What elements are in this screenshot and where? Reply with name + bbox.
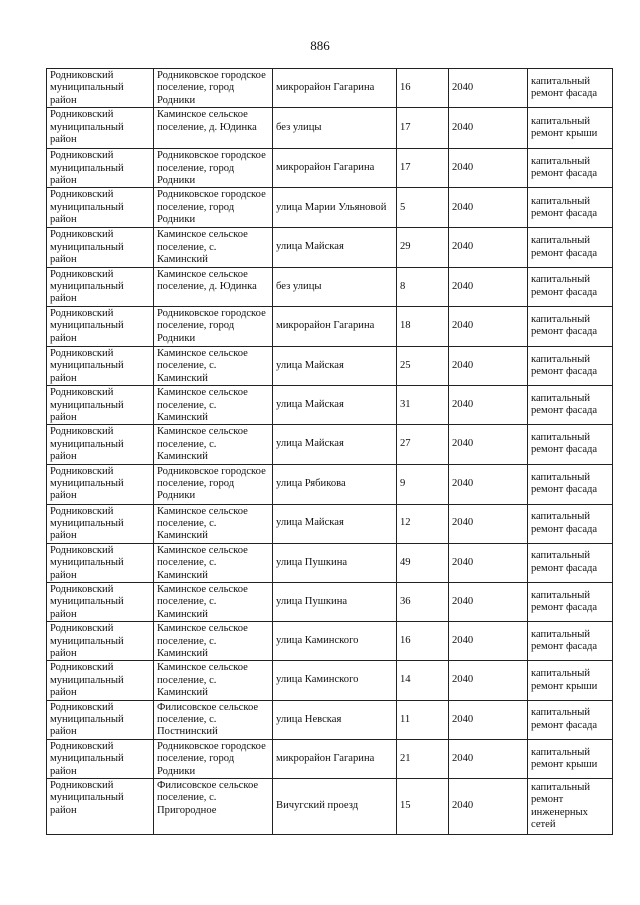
table-row (47, 267, 613, 306)
work-type-cell: капитальный ремонт фасада (528, 425, 613, 464)
house-number-cell: 18 (397, 306, 449, 346)
table-body (47, 69, 613, 835)
house-number-cell: 16 (397, 69, 449, 108)
table-row (47, 543, 613, 582)
year-cell: 2040 (449, 108, 528, 149)
settlement-cell: Родниковское городское поселение, город Родники (154, 69, 273, 108)
house-number-cell: 12 (397, 504, 449, 543)
settlement-cell: Филисовское сельское поселение, с. Постнинский (154, 700, 273, 739)
settlement-cell: Каминское сельское поселение, с. Каминский (154, 386, 273, 425)
district-cell: Родниковский муниципальный район (47, 504, 154, 543)
table-row (47, 739, 613, 778)
street-cell: улица Марии Ульяновой (273, 188, 397, 228)
street-cell: улица Пушкина (273, 543, 397, 582)
settlement-cell: Каминское сельское поселение, с. Каминский (154, 582, 273, 621)
settlement-cell: Филисовское сельское поселение, с. Пригородное (154, 779, 273, 835)
district-cell: Родниковский муниципальный район (47, 228, 154, 267)
street-cell: улица Майская (273, 228, 397, 267)
table-row (47, 306, 613, 346)
table-row (47, 661, 613, 700)
year-cell: 2040 (449, 543, 528, 582)
work-type-cell: капитальный ремонт фасада (528, 346, 613, 385)
district-cell: Родниковский муниципальный район (47, 661, 154, 700)
settlement-cell: Каминское сельское поселение, с. Каминский (154, 228, 273, 267)
street-cell: без улицы (273, 108, 397, 149)
work-type-cell: капитальный ремонт фасада (528, 188, 613, 228)
work-type-cell: капитальный ремонт крыши (528, 108, 613, 149)
settlement-cell: Родниковское городское поселение, город Родники (154, 188, 273, 228)
district-cell: Родниковский муниципальный район (47, 108, 154, 149)
street-cell: микрорайон Гагарина (273, 149, 397, 188)
district-cell: Родниковский муниципальный район (47, 386, 154, 425)
street-cell: Вичугский проезд (273, 779, 397, 835)
house-number-cell: 5 (397, 188, 449, 228)
year-cell: 2040 (449, 386, 528, 425)
settlement-cell: Каминское сельское поселение, с. Каминский (154, 346, 273, 385)
work-type-cell: капитальный ремонт фасада (528, 267, 613, 306)
district-cell: Родниковский муниципальный район (47, 306, 154, 346)
settlement-cell: Каминское сельское поселение, с. Каминский (154, 622, 273, 661)
street-cell: микрорайон Гагарина (273, 69, 397, 108)
table-row (47, 504, 613, 543)
work-type-cell: капитальный ремонт фасада (528, 149, 613, 188)
settlement-cell: Каминское сельское поселение, с. Каминский (154, 425, 273, 464)
table-row (47, 108, 613, 149)
work-type-cell: капитальный ремонт инженерных сетей (528, 779, 613, 835)
street-cell: улица Пушкина (273, 582, 397, 621)
district-cell: Родниковский муниципальный район (47, 779, 154, 835)
work-type-cell: капитальный ремонт фасада (528, 622, 613, 661)
work-type-cell: капитальный ремонт крыши (528, 739, 613, 778)
house-number-cell: 8 (397, 267, 449, 306)
repair-schedule-table (46, 68, 613, 835)
table-row (47, 700, 613, 739)
year-cell: 2040 (449, 228, 528, 267)
house-number-cell: 36 (397, 582, 449, 621)
table-row (47, 188, 613, 228)
year-cell: 2040 (449, 69, 528, 108)
year-cell: 2040 (449, 425, 528, 464)
district-cell: Родниковский муниципальный район (47, 346, 154, 385)
work-type-cell: капитальный ремонт фасада (528, 306, 613, 346)
settlement-cell: Каминское сельское поселение, д. Юдинка (154, 108, 273, 149)
settlement-cell: Каминское сельское поселение, с. Каминский (154, 543, 273, 582)
house-number-cell: 9 (397, 464, 449, 504)
year-cell: 2040 (449, 267, 528, 306)
district-cell: Родниковский муниципальный район (47, 543, 154, 582)
street-cell: улица Рябикова (273, 464, 397, 504)
house-number-cell: 21 (397, 739, 449, 778)
year-cell: 2040 (449, 188, 528, 228)
district-cell: Родниковский муниципальный район (47, 582, 154, 621)
year-cell: 2040 (449, 306, 528, 346)
table-row (47, 346, 613, 385)
work-type-cell: капитальный ремонт фасада (528, 464, 613, 504)
district-cell: Родниковский муниципальный район (47, 622, 154, 661)
page-number: 886 (310, 38, 330, 53)
table-row (47, 69, 613, 108)
street-cell: без улицы (273, 267, 397, 306)
settlement-cell: Родниковское городское поселение, город Родники (154, 149, 273, 188)
table-row (47, 622, 613, 661)
work-type-cell: капитальный ремонт крыши (528, 661, 613, 700)
house-number-cell: 16 (397, 622, 449, 661)
house-number-cell: 14 (397, 661, 449, 700)
street-cell: микрорайон Гагарина (273, 739, 397, 778)
table-row (47, 779, 613, 835)
year-cell: 2040 (449, 779, 528, 835)
year-cell: 2040 (449, 661, 528, 700)
year-cell: 2040 (449, 739, 528, 778)
house-number-cell: 15 (397, 779, 449, 835)
settlement-cell: Каминское сельское поселение, с. Каминский (154, 661, 273, 700)
street-cell: улица Каминского (273, 622, 397, 661)
house-number-cell: 27 (397, 425, 449, 464)
settlement-cell: Каминское сельское поселение, с. Каминский (154, 504, 273, 543)
district-cell: Родниковский муниципальный район (47, 425, 154, 464)
settlement-cell: Родниковское городское поселение, город Родники (154, 306, 273, 346)
settlement-cell: Родниковское городское поселение, город Родники (154, 739, 273, 778)
street-cell: улица Майская (273, 425, 397, 464)
house-number-cell: 49 (397, 543, 449, 582)
year-cell: 2040 (449, 346, 528, 385)
work-type-cell: капитальный ремонт фасада (528, 69, 613, 108)
work-type-cell: капитальный ремонт фасада (528, 386, 613, 425)
house-number-cell: 17 (397, 149, 449, 188)
table-row (47, 149, 613, 188)
year-cell: 2040 (449, 622, 528, 661)
table-row (47, 582, 613, 621)
district-cell: Родниковский муниципальный район (47, 149, 154, 188)
district-cell: Родниковский муниципальный район (47, 267, 154, 306)
work-type-cell: капитальный ремонт фасада (528, 582, 613, 621)
district-cell: Родниковский муниципальный район (47, 188, 154, 228)
street-cell: улица Майская (273, 346, 397, 385)
house-number-cell: 29 (397, 228, 449, 267)
district-cell: Родниковский муниципальный район (47, 700, 154, 739)
table-row (47, 228, 613, 267)
work-type-cell: капитальный ремонт фасада (528, 543, 613, 582)
work-type-cell: капитальный ремонт фасада (528, 504, 613, 543)
street-cell: микрорайон Гагарина (273, 306, 397, 346)
district-cell: Родниковский муниципальный район (47, 69, 154, 108)
street-cell: улица Майская (273, 386, 397, 425)
table-row (47, 464, 613, 504)
street-cell: улица Каминского (273, 661, 397, 700)
year-cell: 2040 (449, 582, 528, 621)
street-cell: улица Майская (273, 504, 397, 543)
street-cell: улица Невская (273, 700, 397, 739)
district-cell: Родниковский муниципальный район (47, 739, 154, 778)
district-cell: Родниковский муниципальный район (47, 464, 154, 504)
year-cell: 2040 (449, 700, 528, 739)
year-cell: 2040 (449, 149, 528, 188)
table-row (47, 386, 613, 425)
work-type-cell: капитальный ремонт фасада (528, 228, 613, 267)
house-number-cell: 31 (397, 386, 449, 425)
year-cell: 2040 (449, 504, 528, 543)
house-number-cell: 17 (397, 108, 449, 149)
year-cell: 2040 (449, 464, 528, 504)
settlement-cell: Родниковское городское поселение, город Родники (154, 464, 273, 504)
work-type-cell: капитальный ремонт фасада (528, 700, 613, 739)
house-number-cell: 11 (397, 700, 449, 739)
settlement-cell: Каминское сельское поселение, д. Юдинка (154, 267, 273, 306)
house-number-cell: 25 (397, 346, 449, 385)
table-row (47, 425, 613, 464)
